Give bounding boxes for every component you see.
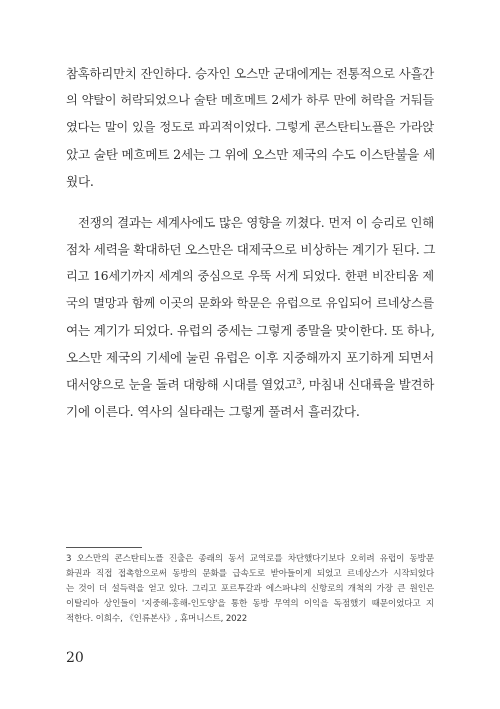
footnote-line: 이탈리아 상인들이 '지중해-홍해-인도양'을 통한 동방 무역의 이익을 독점했기 때문이었다고 지 [66, 599, 434, 609]
text-segment: , 마침내 신대륙을 발견하 [301, 377, 435, 392]
main-text [66, 60, 434, 425]
paragraph [66, 209, 434, 425]
text-line: 참혹하리만치 잔인하다. 승자인 오스만 군대에게는 전통적으로 사흘간 [66, 66, 434, 81]
text-line: 전쟁의 결과는 세계사에도 많은 영향을 끼쳤다. 먼저 이 승리로 인해 [78, 215, 434, 230]
text-line: 국의 멸망과 함께 이곳의 문화와 학문은 유럽으로 유입되어 르네상스를 [66, 296, 434, 310]
text-line: 오스만 제국의 기세에 눌린 유럽은 이후 지중해까지 포기하게 되면서 [66, 350, 434, 365]
footnote-reference[interactable]: 3 [296, 376, 302, 386]
text-line: 점차 세력을 확대하던 오스만은 대제국으로 비상하는 계기가 된다. 그 [66, 242, 436, 257]
text-line: 기에 이른다. 역사의 실타래는 그렇게 풀려서 흘러갔다. [66, 404, 360, 419]
page-number: 20 [66, 650, 84, 666]
text-line: 웠다. [66, 174, 94, 189]
text-segment: 대서양으로 눈을 돌려 대항해 시대를 열었고 [66, 377, 297, 392]
footnote-line: 화권과 직접 접촉함으로써 동방의 문화를 급속도로 받아들이게 되었고 르네상스가 시작되었다 [66, 569, 434, 579]
text-line: 았고 술탄 메흐메트 2세는 그 위에 오스만 제국의 수도 이스탄불을 세 [66, 147, 435, 162]
text-line: 여는 계기가 되었다. 유럽의 중세는 그렇게 종말을 맞이한다. 또 하나, [66, 323, 435, 338]
footnote [66, 552, 434, 627]
text-line-with-footnote-ref [66, 371, 434, 398]
footnote-divider [66, 547, 142, 548]
text-line: 의 약탈이 허락되었으나 술탄 메흐메트 2세가 하루 만에 허락을 거둬들 [66, 93, 434, 107]
footnote-line: 는 것이 더 설득력을 얻고 있다. 그리고 포르투갈과 에스파냐의 신항로의 개척의 가장 큰 원인은 [66, 584, 434, 594]
footnote-line: 적한다. 이희수, 《인류본사》, 휴머니스트, 2022 [66, 614, 248, 624]
text-line: 였다는 말이 있을 정도로 파괴적이었다. 그렇게 콘스탄티노플은 가라앉 [66, 120, 434, 134]
paragraph-gap [66, 195, 434, 209]
paragraph [66, 60, 434, 195]
footnote-line: 3 오스만의 콘스탄티노플 진출은 종래의 동서 교역로를 차단했다기보다 오히려 유럽이 동방문 [66, 554, 434, 564]
text-line: 리고 16세기까지 세계의 중심으로 우뚝 서게 되었다. 한편 비잔티움 제 [66, 269, 434, 283]
